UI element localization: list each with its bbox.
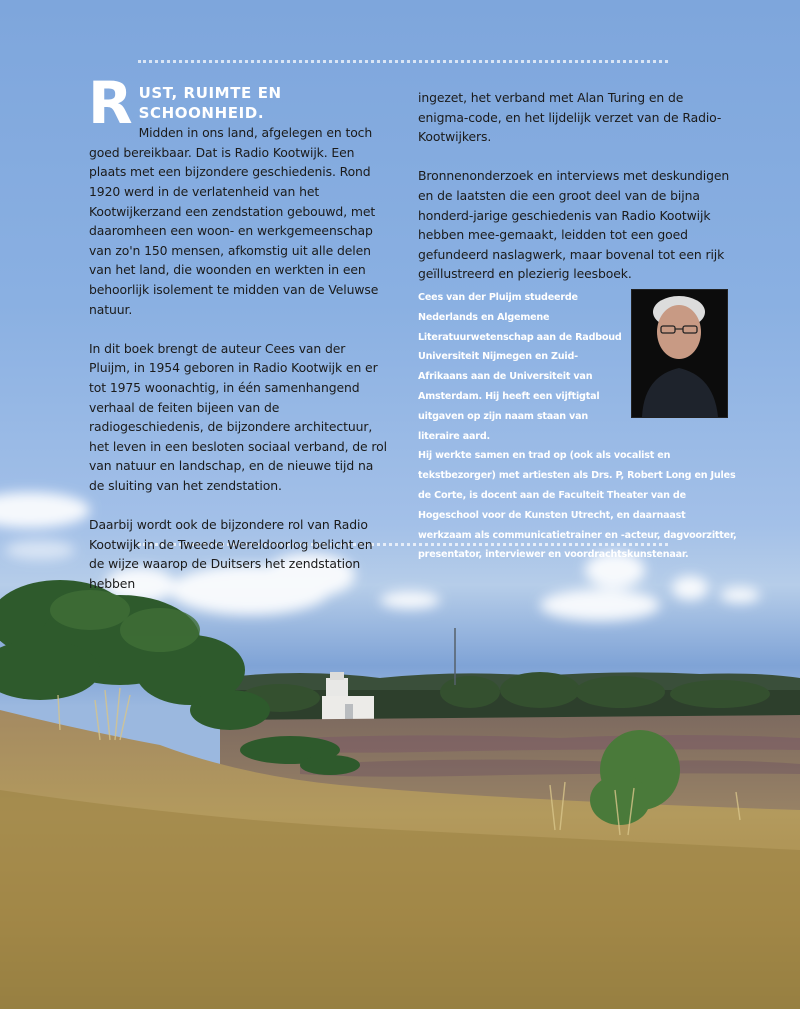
left-text-column bbox=[88, 69, 389, 613]
drop-cap: R bbox=[88, 69, 133, 137]
author-bio-part2: Hij werkte samen en trad op (ook als vocalist en tekstbezorger) met artiesten als Drs. P, Robert Long en Jules de Corte, is docent aan de Faculteit Theater van de Hogeschool voor de Kunsten Utrecht, en daarnaast werkzaam als communicatietrainer en -acteur, dagvoorzitter, presentator, interviewer en voordrachtskunstenaar. bbox=[418, 450, 737, 561]
paragraph-research: Bronnenonderzoek en interviews met deskundigen en de laatsten die een groot deel van de bijna honderd-jarige geschiedenis van Radio Kootwijk hebben mee-gemaakt, leidden tot een goed gefundeerd naslagwerk, maar bovenal tot een rijk geïllustreerd en plezierig leesboek. bbox=[418, 168, 730, 282]
author-bio-part1: Cees van der Pluijm studeerde Nederlands en Algemene Literatuurwetenschap aan de Radboud Universiteit Nijmegen en Zuid-Afrikaans aan de Universiteit van Amsterdam. Hij heeft een vijftigtal uitgaven op zijn naam staan van literaire aard. bbox=[418, 292, 622, 442]
paragraph-intro: Midden in ons land, afgelegen en toch goed bereikbaar. Dat is Radio Kootwijk. Een plaats met een bijzondere geschiedenis. Rond 1920 werd in de verlatenheid van het Kootwijkerzand een zendstation gebouwd, met daaromheen een woon- en werkgemeenschap van zo'n 150 mensen, afkomstig uit alle delen van het land, die woonden en werkten in een behoorlijk isolement te midden van de Veluwse natuur. bbox=[89, 125, 379, 317]
paragraph-war: Daarbij wordt ook de bijzondere rol van Radio Kootwijk in de Tweede Wereldoorlog belicht en de wijze waarop de Duitsers het zendstation hebben bbox=[89, 517, 373, 591]
section-heading: UST, RUIMTE EN SCHOONHEID. bbox=[138, 84, 282, 122]
dotted-divider-top bbox=[138, 60, 668, 63]
right-text-column bbox=[418, 88, 730, 304]
paragraph-continuation: ingezet, het verband met Alan Turing en de enigma-code, en het lijdelijk verzet van de Radio-Kootwijkers. bbox=[418, 90, 722, 145]
paragraph-author: In dit boek brengt de auteur Cees van der Pluijm, in 1954 geboren in Radio Kootwijk en er tot 1975 woonachtig, in één samenhangend verhaal de feiten bijeen van de radiogeschiedenis, de bijzondere architectuur, het leven in een besloten sociaal verband, de rol van natuur en landschap, en de nieuwe tijd na de sluiting van het zendstation. bbox=[89, 340, 387, 493]
heathland-photo bbox=[0, 560, 800, 1009]
author-bio bbox=[418, 288, 738, 565]
